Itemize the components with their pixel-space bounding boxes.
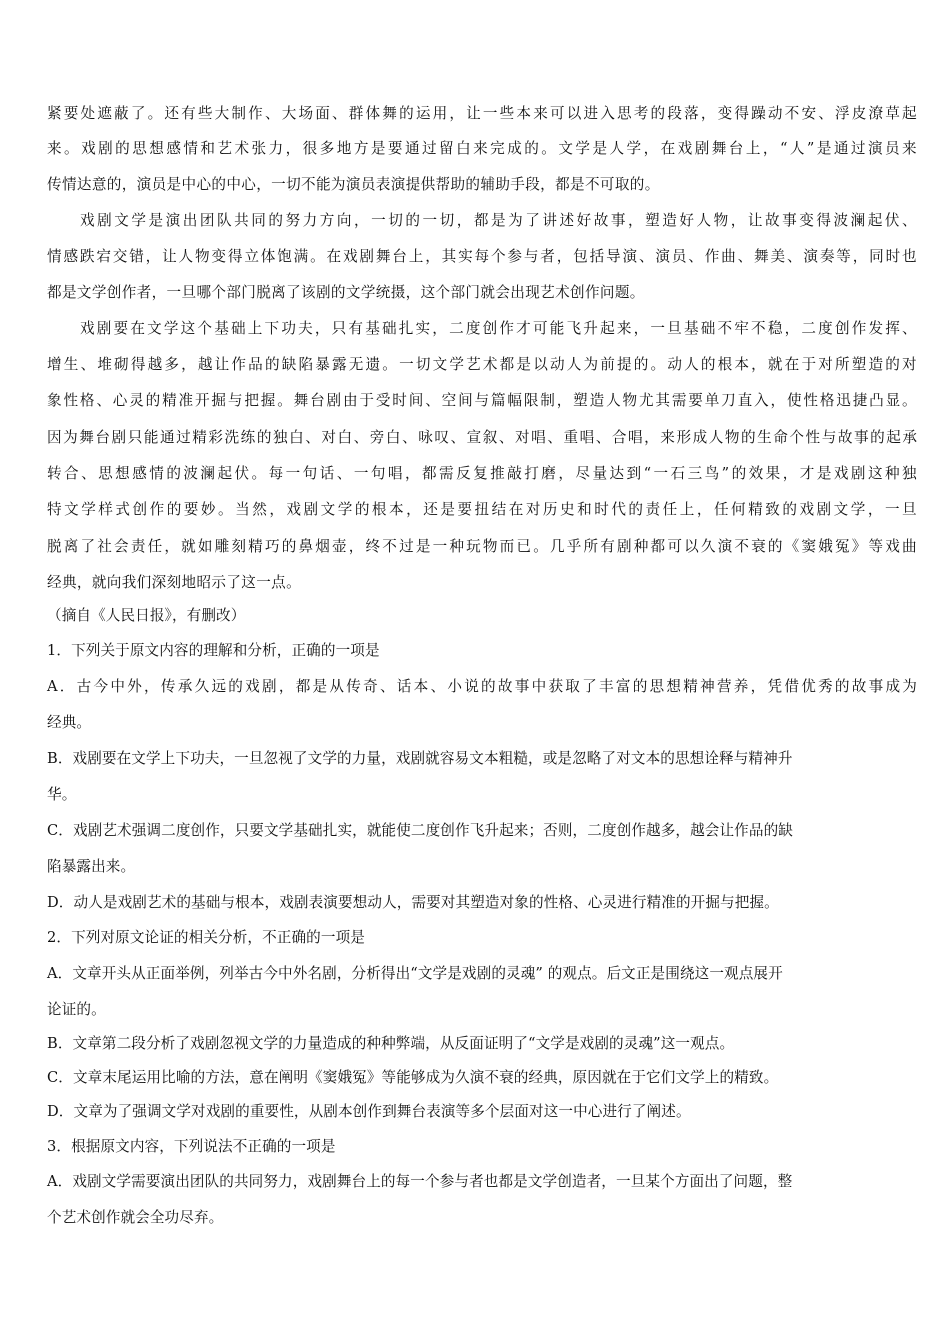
option-a-continued: 个艺术创作就会全功尽弃。 [47,1209,224,1226]
option-c[interactable]: C．戏剧艺术强调二度创作，只要文学基础扎实，就能使二度创作飞升起来；否则，二度创作越多，越会让作品的缺 [47,822,793,839]
option-a-continued: 经典。 [47,714,92,731]
passage-line: 因为舞台剧只能通过精彩洗练的独白、对白、旁白、咏叹、宣叙、对唱、重唱、合唱，来形成人物的生命个性与故事的起承 [47,429,917,446]
passage-line: 戏剧要在文学这个基础上下功夫，只有基础扎实，二度创作才可能飞升起来，一旦基础不牢不稳，二度创作发挥、 [80,320,917,337]
passage-line: 脱离了社会责任，就如雕刻精巧的鼻烟壶，终不过是一种玩物而已。几乎所有剧种都可以久演不衰的《窦娥冤》等戏曲 [47,538,917,555]
passage-line: 象性格、心灵的精准开掘与把握。舞台剧由于受时间、空间与篇幅限制，塑造人物尤其需要单刀直入，使性格迅捷凸显。 [47,392,917,409]
passage-line: 都是文学创作者，一旦哪个部门脱离了该剧的文学统摄，这个部门就会出现艺术创作问题。 [47,284,645,301]
option-a-continued: 论证的。 [47,1001,106,1018]
option-b-continued: 华。 [47,786,77,803]
option-b[interactable]: B．戏剧要在文学上下功夫，一旦忽视了文学的力量，戏剧就容易文本粗糙，或是忽略了对文本的思想诠释与精神升 [47,750,793,767]
passage-line: 特文学样式创作的要妙。当然，戏剧文学的根本，还是要扭结在对历史和时代的责任上，任何精致的戏剧文学，一旦 [47,501,917,518]
passage-source: （摘自《人民日报》，有删改） [47,607,246,624]
option-c[interactable]: C．文章末尾运用比喻的方法，意在阐明《窦娥冤》等能够成为久演不衰的经典，原因就在于它们文学上的精致。 [47,1069,779,1086]
passage-line: 来。戏剧的思想感情和艺术张力，很多地方是要通过留白来完成的。文学是人学，在戏剧舞台上，“人”是通过演员来 [47,140,917,157]
passage-line: 增生、堆砌得越多，越让作品的缺陷暴露无遗。一切文学艺术都是以动人为前提的。动人的根本，就在于对所塑造的对 [47,356,917,373]
passage-line: 紧要处遮蔽了。还有些大制作、大场面、群体舞的运用，让一些本来可以进入思考的段落，变得躁动不安、浮皮潦草起 [47,105,917,122]
question-stem: 1．下列关于原文内容的理解和分析，正确的一项是 [47,642,380,659]
passage-line: 传情达意的，演员是中心的中心，一切不能为演员表演提供帮助的辅助手段，都是不可取的。 [47,176,660,193]
question-stem: 2．下列对原文论证的相关分析，不正确的一项是 [47,929,365,946]
option-a[interactable]: A．戏剧文学需要演出团队的共同努力，戏剧舞台上的每一个参与者也都是文学创造者，一旦某个方面出了问题，整 [47,1173,793,1190]
option-c-continued: 陷暴露出来。 [47,858,136,875]
passage-line: 戏剧文学是演出团队共同的努力方向，一切的一切，都是为了讲述好故事，塑造好人物，让故事变得波澜起伏、 [80,212,917,229]
option-d[interactable]: D．文章为了强调文学对戏剧的重要性，从剧本创作到舞台表演等多个层面对这一中心进行了阐述。 [47,1103,691,1120]
option-a[interactable]: A．文章开头从正面举例，列举古今中外名剧，分析得出“文学是戏剧的灵魂” 的观点。后文正是围绕这一观点展开 [47,965,783,982]
option-d[interactable]: D．动人是戏剧艺术的基础与根本，戏剧表演要想动人，需要对其塑造对象的性格、心灵进行精准的开掘与把握。 [47,894,779,911]
question-stem: 3．根据原文内容，下列说法不正确的一项是 [47,1138,336,1155]
option-a[interactable]: A．古今中外，传承久远的戏剧，都是从传奇、话本、小说的故事中获取了丰富的思想精神营养，凭借优秀的故事成为 [47,678,917,695]
passage-line: 转合、思想感情的波澜起伏。每一句话、一句唱，都需反复推敲打磨，尽量达到“一石三鸟”的效果，才是戏剧这种独 [47,465,917,482]
passage-line: 情感跌宕交错，让人物变得立体饱满。在戏剧舞台上，其实每个参与者，包括导演、演员、作曲、舞美、演奏等，同时也 [47,248,917,265]
passage-line: 经典，就向我们深刻地昭示了这一点。 [47,574,302,591]
option-b[interactable]: B．文章第二段分析了戏剧忽视文学的力量造成的种种弊端，从反面证明了“文学是戏剧的灵魂”这一观点。 [47,1035,735,1052]
